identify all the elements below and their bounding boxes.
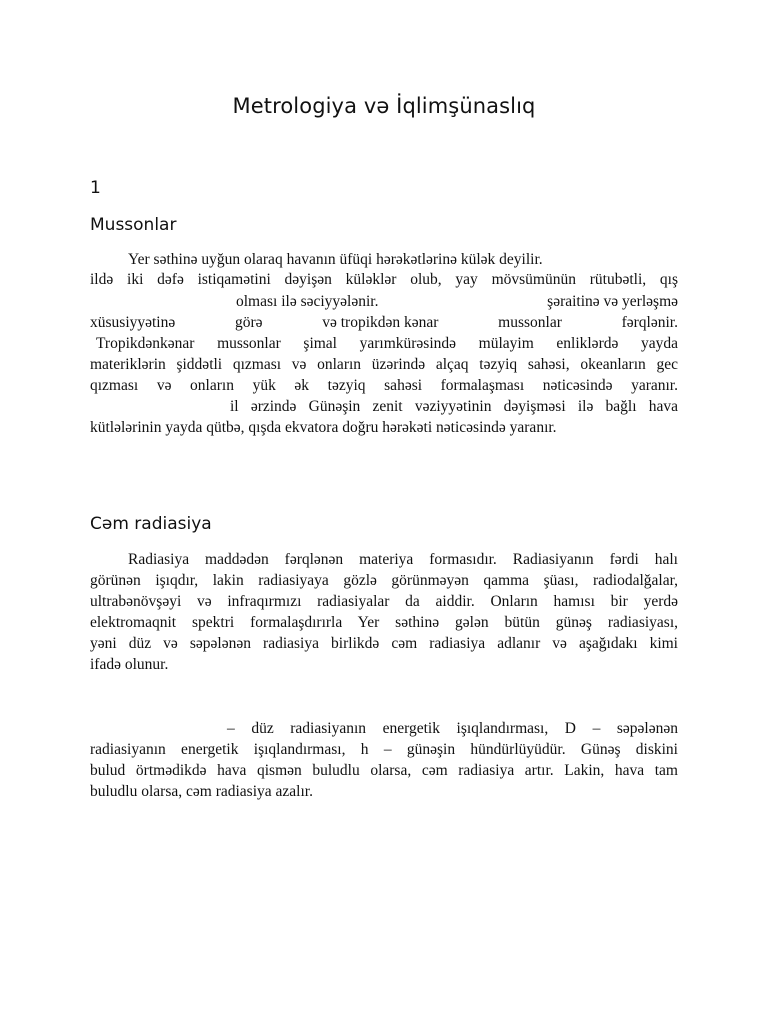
monsoons-line-6: materiklərin şiddətli qızması və onların üzərində alçaq təzyiq sahəsi, okeanların gec — [90, 356, 678, 373]
radiation-line-2: görünən işıqdır, lakin radiasiyaya gözlə görünməyən qamma şüası, radiodalğalar, — [90, 572, 678, 589]
monsoons-line-4-word-3: və tropikdən kənar — [322, 314, 439, 331]
radiation-line-7: – düz radiasiyanın energetik işıqlandırması, D – səpələnən — [227, 720, 678, 737]
monsoons-line-3b: şəraitinə və yerləşmə — [547, 293, 678, 310]
monsoons-line-9: kütlələrinin yayda qütbə, qışda ekvatora doğru hərəkəti nəticəsində yaranır. — [90, 419, 557, 436]
section-number: 1 — [90, 178, 101, 198]
monsoons-line-4-word-2: görə — [234, 314, 263, 331]
monsoons-line-3 — [90, 292, 678, 312]
monsoons-line-4 — [90, 313, 678, 333]
radiation-line-1: Radiasiya maddədən fərqlənən materiya formasıdır. Radiasiyanın fərdi halı — [128, 551, 678, 568]
heading-total-radiation: Cəm radiasiya — [90, 514, 212, 534]
radiation-line-9: bulud örtmədikdə hava qismən buludlu olarsa, cəm radiasiya artır. Lakin, hava tam — [90, 762, 678, 779]
radiation-line-3: ultrabənövşəyi və infraqırmızı radiasiyalar da aiddir. Onların hamısı bir yerdə — [90, 593, 678, 610]
monsoons-line-8: il ərzində Günəşin zenit vəziyyətinin dəyişməsi ilə bağlı hava — [230, 398, 678, 415]
monsoons-line-3a: olması ilə səciyyələnir. — [236, 293, 379, 310]
heading-monsoons: Mussonlar — [90, 215, 177, 235]
monsoons-line-1: Yer səthinə uyğun olaraq havanın üfüqi hərəkətlərinə külək deyilir. — [128, 251, 543, 268]
radiation-line-10: buludlu olarsa, cəm radiasiya azalır. — [90, 783, 313, 800]
monsoons-line-4-word-5: fərqlənir. — [621, 314, 678, 331]
monsoons-line-5: Tropikdənkənar mussonlar şimal yarımkürəsində mülayim enliklərdə yayda — [96, 335, 678, 352]
radiation-line-8: radiasiyanın energetik işıqlandırması, h – günəşin hündürlüyüdür. Günəş diskini — [90, 741, 678, 758]
radiation-line-6: ifadə olunur. — [90, 656, 169, 673]
monsoons-line-2: ildə iki dəfə istiqamətini dəyişən küləklər olub, yay mövsümünün rütubətli, qış — [90, 271, 678, 288]
radiation-line-4: elektromaqnit spektri formalaşdırırla Yer səthinə gələn bütün günəş radiasiyası, — [90, 614, 678, 631]
document-title: Metrologiya və İqlimşünaslıq — [232, 94, 536, 118]
radiation-line-5: yəni düz və səpələnən radiasiya birlikdə cəm radiasiya adlanır və aşağıdakı kimi — [90, 635, 678, 652]
monsoons-line-7: qızması və onların yük ək təzyiq sahəsi formalaşması nəticəsində yaranır. — [90, 377, 678, 394]
monsoons-line-4-word-4: mussonlar — [498, 314, 562, 331]
monsoons-line-4-word-1: xüsusiyyətinə — [90, 314, 176, 331]
